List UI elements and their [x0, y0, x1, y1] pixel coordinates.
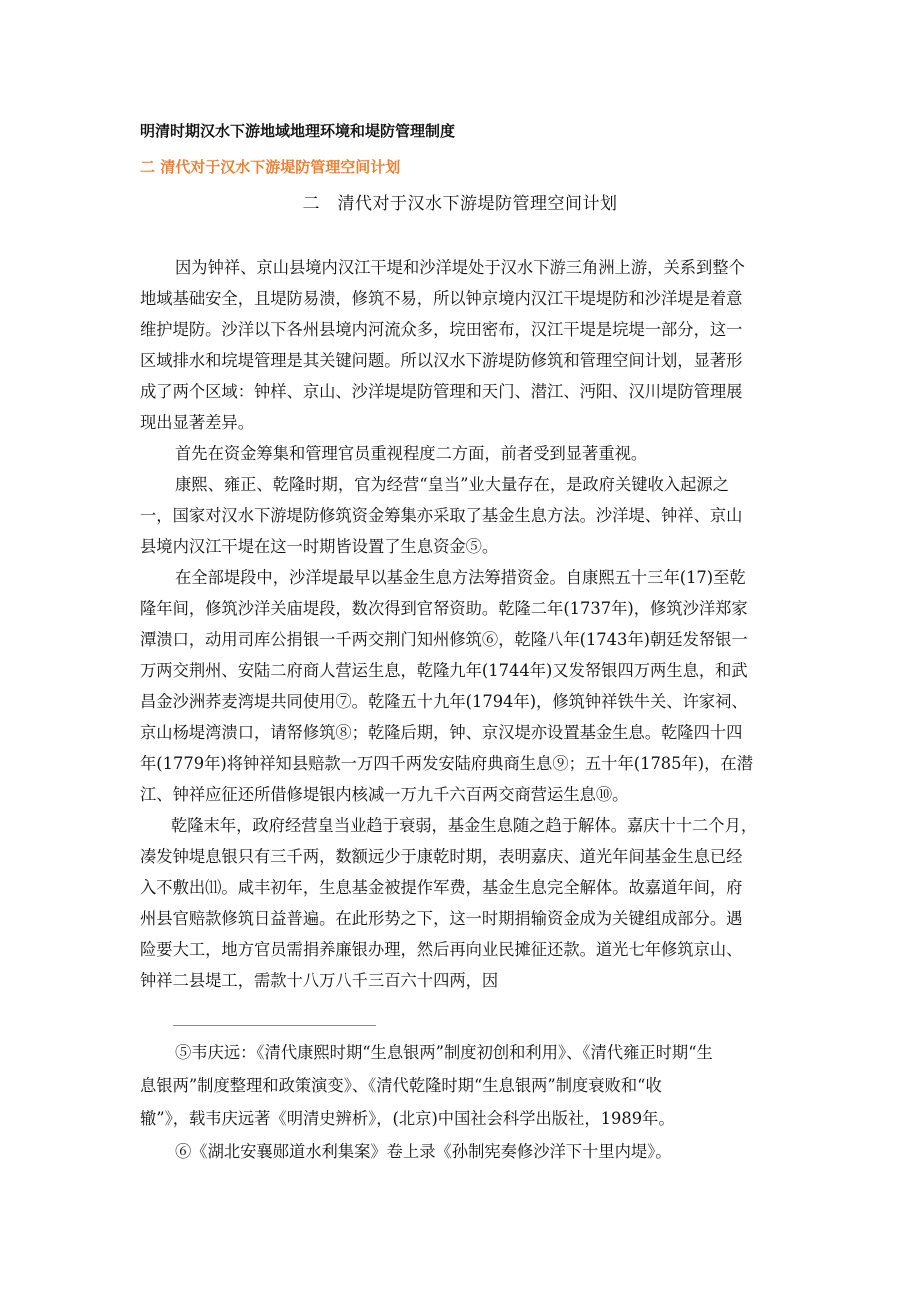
section-link[interactable]: 二 清代对于汉水下游堤防管理空间计划 — [140, 158, 401, 176]
body-line: 入不敷出⑾。咸丰初年，生息基金被提作军费，基金生息完全解体。故嘉道年间，府 — [140, 878, 743, 897]
body-line: 地域基础安全，且堤防易溃，修筑不易，所以钟京境内汉江干堤堤防和沙洋堤是着意 — [140, 289, 743, 308]
body-line: 因为钟祥、京山县境内汉江干堤和沙洋堤处于汉水下游三角洲上游，关系到整个 — [175, 258, 745, 277]
body-line: 险要大工，地方官员需捐养廉银办理，然后再向业民摊征还款。道光七年修筑京山、 — [140, 940, 743, 959]
footnote-line: 息银两”制度整理和政策演变》、《清代乾隆时期“生息银两”制度衰败和“收 — [140, 1076, 662, 1095]
body-line: 钟祥二县堤工，需款十八万八千三百六十四两，因 — [140, 971, 499, 990]
body-line: 首先在资金筹集和管理官员重视程度二方面，前者受到显著重视。 — [175, 444, 648, 463]
body-line: 潭溃口，动用司库公捐银一千两交荆门知州修筑⑥，乾隆八年(1743年)朝廷发帑银一 — [140, 630, 748, 649]
body-line: 在全部堤段中，沙洋堤最早以基金生息方法筹措资金。自康熙五十三年(17)至乾 — [175, 568, 746, 587]
body-line: 京山杨堤湾溃口，请帑修筑⑧；乾隆后期，钟、京汉堤亦设置基金生息。乾隆四十四 — [140, 723, 743, 742]
document-title: 明清时期汉水下游地域地理环境和堤防管理制度 — [140, 122, 456, 140]
body-line: 成了两个区域：钟样、京山、沙洋堤堤防管理和天门、潜江、沔阳、汉川堤防管理展 — [140, 382, 743, 401]
body-text — [140, 252, 785, 996]
body-line: 现出显著差异。 — [140, 413, 254, 432]
body-line: 康熙、雍正、乾隆时期，官为经营“皇当”业大量存在，是政府关键收入起源之 — [175, 475, 729, 494]
section-heading: 二 清代对于汉水下游堤防管理空间计划 — [302, 194, 618, 214]
body-line: 乾隆末年，政府经营皇当业趋于衰弱，基金生息随之趋于解体。嘉庆十十二个月， — [171, 816, 758, 835]
body-line: 县境内汉江干堤在这一时期皆设置了生息资金⑤。 — [140, 537, 499, 556]
body-line: 江、钟祥应征还所借修堤银内核减一万九千六百两交商营运生息⑩。 — [140, 785, 629, 804]
footnote-separator — [173, 1025, 376, 1026]
body-line: 隆年间，修筑沙洋关庙堤段，数次得到官帑资助。乾隆二年(1737年)，修筑沙洋郑家 — [140, 599, 748, 618]
footnote-line: 辙”》，载韦庆远著《明清史辨析》，(北京)中国社会科学出版社，1989年。 — [140, 1109, 675, 1128]
footnote-line: ⑤韦庆远：《清代康熙时期“生息银两”制度初创和利用》、《清代雍正时期“生 — [175, 1043, 713, 1062]
footnotes — [140, 1036, 820, 1168]
body-line: 昌金沙洲荞麦湾堤共同使用⑦。乾隆五十九年(1794年)，修筑钟祥铁牛关、许家祠、 — [140, 692, 748, 711]
body-line: 维护堤防。沙洋以下各州县境内河流众多，垸田密布，汉江干堤是垸堤一部分，这一 — [140, 320, 743, 339]
body-line: 区域排水和垸堤管理是其关键问题。所以汉水下游堤防修筑和管理空间计划，显著形 — [140, 351, 743, 370]
body-line: 年(1779年)将钟祥知县赔款一万四千两发安陆府典商生息⑨；五十年(1785年)，在潜 — [140, 754, 753, 773]
body-line: 万两交荆州、安陆二府商人营运生息，乾隆九年(1744年)又发帑银四万两生息，和武 — [140, 661, 748, 680]
footnote-line: ⑥《湖北安襄郧道水利集案》卷上录《孙制宪奏修沙洋下十里内堤》。 — [175, 1142, 672, 1161]
body-line: 州县官赔款修筑日益普遍。在此形势之下，这一时期捐输资金成为关键组成部分。遇 — [140, 909, 743, 928]
body-line: 一，国家对汉水下游堤防修筑资金筹集亦采取了基金生息方法。沙洋堤、钟祥、京山 — [140, 506, 743, 525]
body-line: 凑发钟堤息银只有三千两，数额远少于康乾时期，表明嘉庆、道光年间基金生息已经 — [140, 847, 743, 866]
